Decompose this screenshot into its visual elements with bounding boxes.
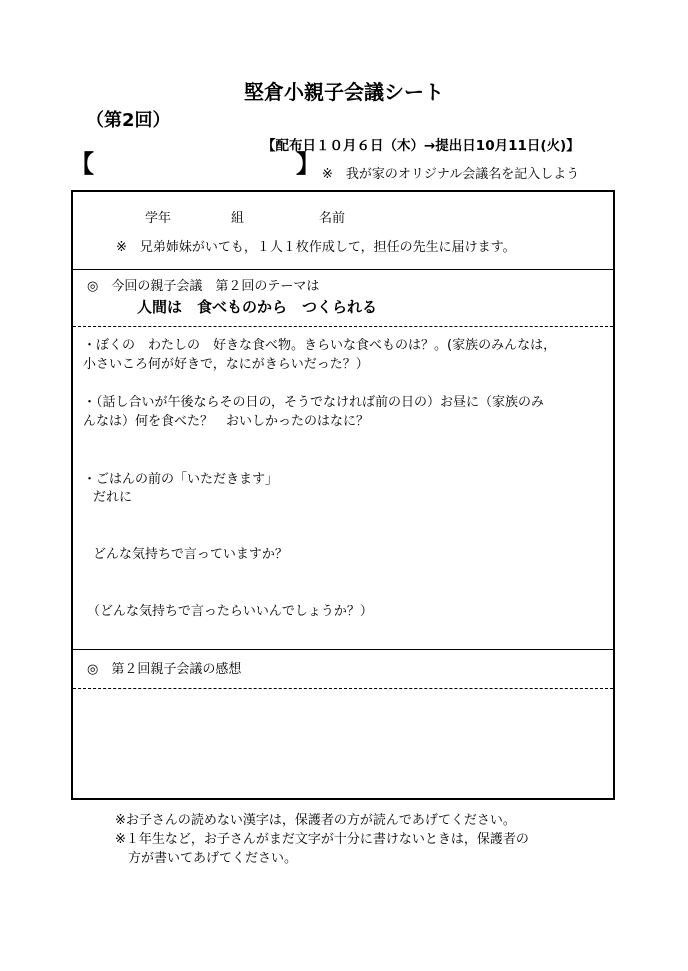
question-feeling: どんな気持ちで言っていますか？ — [93, 547, 288, 562]
meeting-name-bracket-open: 【 — [70, 150, 94, 178]
divider — [73, 269, 613, 270]
meeting-sheet — [71, 190, 615, 800]
footer-note-writing: ※１年生など，お子さんがまだ文字が十分に書けないときは，保護者の — [115, 832, 529, 847]
question-to-whom: だれに — [93, 490, 133, 505]
dashed-divider — [73, 688, 613, 689]
grade-label: 学年 — [145, 211, 172, 226]
meeting-name-field[interactable] — [96, 152, 296, 176]
sibling-note: ※ 兄弟姉妹がいても，１人１枚作成して，担任の先生に届けます。 — [116, 240, 516, 255]
question-favorite-food-cont: 小さいころ何が好きで，なにがきらいだった？） — [83, 357, 369, 372]
session-number: （第2回） — [86, 110, 171, 131]
meeting-name-note: ※ 我が家のオリジナル会議名を記入しよう — [322, 167, 580, 182]
class-label: 組 — [231, 211, 245, 226]
impressions-answer-area[interactable] — [73, 690, 613, 798]
question-lunch-cont: んなは）何を食べた？ おいしかったのはなに？ — [83, 414, 370, 429]
dashed-divider — [73, 326, 613, 327]
footer-note-writing-cont: 方が書いてあげてください。 — [128, 851, 298, 866]
divider — [73, 649, 613, 650]
meeting-name-bracket-close: 】 — [296, 150, 320, 178]
question-itadakimasu: ・ごはんの前の「いただきます」 — [83, 472, 279, 487]
name-label: 名前 — [319, 211, 346, 226]
theme-text: 人間は 食べものから つくられる — [137, 298, 378, 316]
distribution-dates: 【配布日１０月６日（木）→提出日10月11日(火)】 — [262, 138, 580, 154]
question-favorite-food: ・ぼくの わたしの 好きな食べ物。きらいな食べものは？。(家族のみんなは， — [83, 338, 557, 353]
theme-heading: ◎ 今回の親子会議 第２回のテーマは — [87, 279, 320, 294]
question-lunch: ・（話し合いが午後ならその日の，そうでなければ前の日の）お昼に（家族のみ — [83, 395, 544, 410]
impressions-heading: ◎ 第２回親子会議の感想 — [87, 662, 242, 677]
footer-note-kanji: ※お子さんの読めない漢字は，保護者の方が読んであげてください。 — [115, 813, 516, 828]
question-feeling-should: （どんな気持ちで言ったらいいんでしょうか？） — [87, 604, 373, 619]
page-title: 堅倉小親子会議シート — [244, 80, 444, 104]
